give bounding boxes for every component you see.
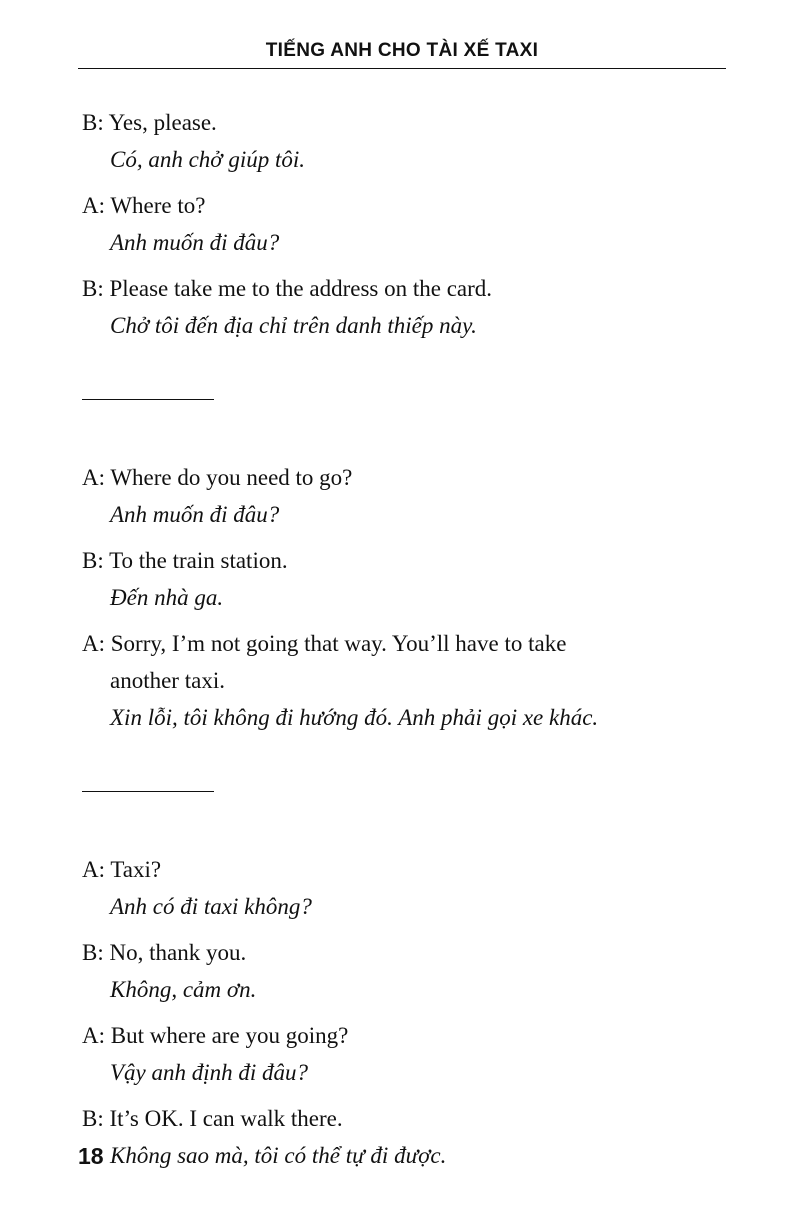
dialogue-3: [82, 851, 730, 1174]
vietnamese-line: Anh có đi taxi không?: [110, 894, 312, 919]
vietnamese-line: Chở tôi đến địa chỉ trên danh thiếp này.: [110, 313, 477, 338]
vietnamese-line: Vậy anh định đi đâu?: [110, 1060, 309, 1085]
english-line: B: To the train station.: [82, 548, 288, 573]
vietnamese-line: Anh muốn đi đâu?: [110, 230, 280, 255]
vietnamese-line: Không sao mà, tôi có thể tự đi được.: [110, 1143, 447, 1168]
vietnamese-line: Anh muốn đi đâu?: [110, 502, 280, 527]
english-line: A: Taxi?: [82, 857, 162, 882]
dialogue-content: [82, 104, 730, 1174]
page-number: 18: [78, 1143, 104, 1169]
english-line: B: Please take me to the address on the card.: [82, 276, 493, 301]
vietnamese-line: Xin lỗi, tôi không đi hướng đó. Anh phải gọi xe khác.: [110, 705, 599, 730]
english-line: A: Where to?: [82, 193, 206, 218]
english-line: B: It’s OK. I can walk there.: [82, 1106, 343, 1131]
dialogue-1: [82, 104, 730, 344]
english-line-continuation: another taxi.: [110, 668, 225, 693]
section-separator: [82, 399, 214, 400]
english-line: A: But where are you going?: [82, 1023, 349, 1048]
vietnamese-line: Có, anh chở giúp tôi.: [110, 147, 305, 172]
vietnamese-line: Không, cảm ơn.: [110, 977, 257, 1002]
english-line: B: Yes, please.: [82, 110, 217, 135]
dialogue-2: [82, 459, 730, 736]
vietnamese-line: Đến nhà ga.: [110, 585, 224, 610]
header-rule: [78, 68, 726, 69]
english-line: A: Sorry, I’m not going that way. You’ll have to take: [82, 631, 567, 656]
english-line: B: No, thank you.: [82, 940, 247, 965]
running-header: TIẾNG ANH CHO TÀI XẾ TAXI: [265, 40, 539, 61]
english-line: A: Where do you need to go?: [82, 465, 353, 490]
section-separator: [82, 791, 214, 792]
